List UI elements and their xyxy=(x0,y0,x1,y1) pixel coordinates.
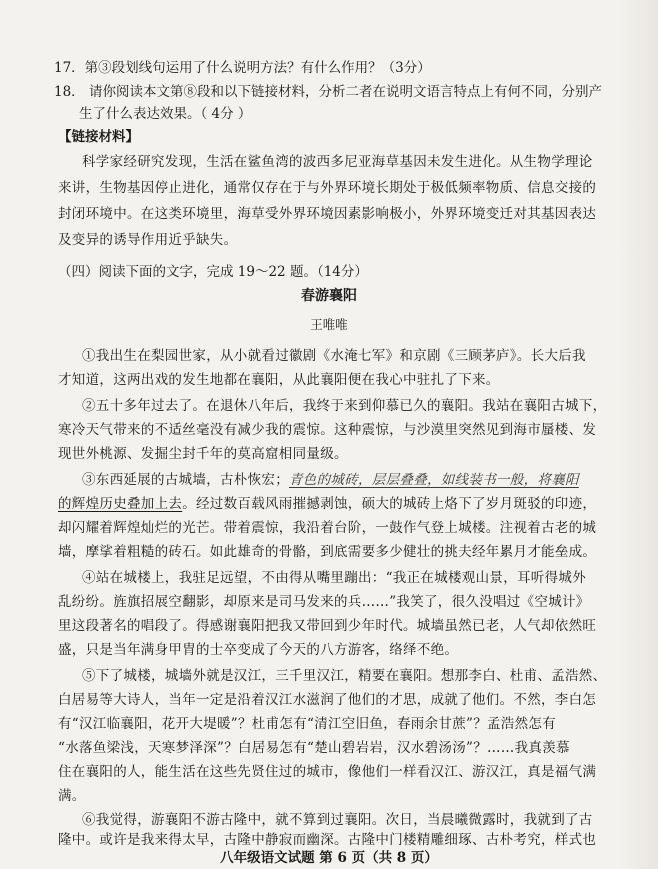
paragraph-line: 现世外桃源、发掘尘封千年的莫高窟相同量级。 xyxy=(58,446,348,462)
link-material-line: 来讲，生物基因停止进化，通常仅存在于与外界环境长期处于极低频率物质、信息交接的 xyxy=(58,180,597,196)
article-author: 王唯唯 xyxy=(310,317,348,332)
p3-text: 。经过数百载风雨摧撼剥蚀，硕大的城砖上烙下了岁月斑驳的印迹， xyxy=(182,496,597,512)
paragraph-line: ④站在城楼上，我驻足远望，不由得从嘴里蹦出：“我正在城楼观山景，耳听得城外 xyxy=(82,570,587,586)
paragraph-line: 有“汉江临襄阳，花开大堤暖”？杜甫怎有“清江空旧鱼，春雨余甘蔗”？孟浩然怎有 xyxy=(58,716,557,732)
paragraph-line: 住在襄阳的人，能生活在这些先贤住过的城市，像他们一样看汉江、游汉江，真是福气满 xyxy=(58,764,597,780)
paragraph-line: 盛，只是当年满身甲胄的士卒变成了今天的八方游客，络绎不绝。 xyxy=(58,642,459,658)
paragraph-line: 寒冷天气带来的不适丝毫没有减少我的震惊。这种震惊，与沙漠里突然见到海市蜃楼、发 xyxy=(58,422,597,438)
section-instruction: （四）阅读下面的文字，完成 19～22 题。（14分） xyxy=(58,264,368,280)
p3-text: ③东西延展的古城墙，古朴恢宏； xyxy=(82,472,289,488)
paragraph-line: 乱纷纷。旌旗招展空翻影，却原来是司马发来的兵……”我笑了，很久没唱过《空城计》 xyxy=(58,594,590,610)
paragraph-line: ①我出生在梨园世家，从小就看过徽剧《水淹七军》和京剧《三顾茅庐》。长大后我 xyxy=(82,348,586,364)
article-title: 春游襄阳 xyxy=(301,288,357,304)
paragraph-line: 墙，摩挲着粗糙的砖石。如此雄奇的骨骼，到底需要多少健壮的挑夫经年累月才能垒成。 xyxy=(58,544,597,560)
link-material-line: 科学家经研究发现，生活在鲨鱼湾的波西多尼亚海草基因未发生进化。从生物学理论 xyxy=(82,154,593,170)
paragraph-line: ⑥我觉得，游襄阳不游古隆中，就不算到过襄阳。次日，当晨曦微露时，我就到了古 xyxy=(82,812,593,828)
link-material-line: 及变异的诱导作用近乎缺失。 xyxy=(58,232,238,248)
paragraph-line: 才知道，这两出戏的发生地都在襄阳，从此襄阳便在我心中驻扎了下来。 xyxy=(58,372,500,388)
paragraph-line xyxy=(58,494,596,514)
scan-shadow xyxy=(618,0,658,869)
paragraph-line: 白居易等大诗人，当年一定是沿着汉江水滋润了他们的才思，成就了他们。不然，李白怎 xyxy=(58,692,597,708)
link-material-heading: 【链接材料】 xyxy=(58,129,139,145)
paragraph-line: 满。 xyxy=(58,788,86,804)
link-material-line: 封闭环境中。在这类环境里，海草受外界环境因素影响极小，外界环境变迁对其基因表达 xyxy=(58,206,597,222)
paragraph-line xyxy=(82,470,579,490)
paragraph-line: “水落鱼梁浅，天寒梦泽深”？白居易怎有“楚山碧岩岩，汉水碧汤汤”？……我真羡慕 xyxy=(58,740,570,756)
paragraph-line: 却闪耀着辉煌灿烂的光芒。带着震惊，我沿着台阶，一鼓作气登上城楼。注视着古老的城 xyxy=(58,520,597,536)
question-17: 17．第③段划线句运用了什么说明方法？有什么作用？（3分） xyxy=(54,60,431,76)
paragraph-line: 隆中。或许是我来得太早，古隆中静寂而幽深。古隆中门楼精雕细琢、古朴考究，样式也 xyxy=(58,832,597,848)
page-footer: 八年级语文试题 第 6 页（共 8 页） xyxy=(220,850,438,866)
question-18-cont: 生了什么表达效果。（ 4分 ） xyxy=(79,106,252,122)
paragraph-line: ②五十多年过去了。在退休八年后，我终于来到仰慕已久的襄阳。我站在襄阳古城下， xyxy=(82,398,607,414)
paragraph-line: ⑤下了城楼，城墙外就是汉江，三千里汉江，精要在襄阳。想那李白、杜甫、孟浩然、 xyxy=(82,668,607,684)
paragraph-line: 里这段著名的唱段了。得感谢襄阳把我又带回到少年时代。城墙虽然已老，人气却依然旺 xyxy=(58,618,597,634)
underlined-sentence-cont: 的辉煌历史叠加上去 xyxy=(58,496,183,512)
question-18: 18． 请你阅读本文第⑧段和以下链接材料，分析二者在说明文语言特点上有何不同，分别产 xyxy=(54,84,602,100)
underlined-sentence: 青色的城砖，层层叠叠，如线装书一般，将襄阳 xyxy=(289,472,579,488)
